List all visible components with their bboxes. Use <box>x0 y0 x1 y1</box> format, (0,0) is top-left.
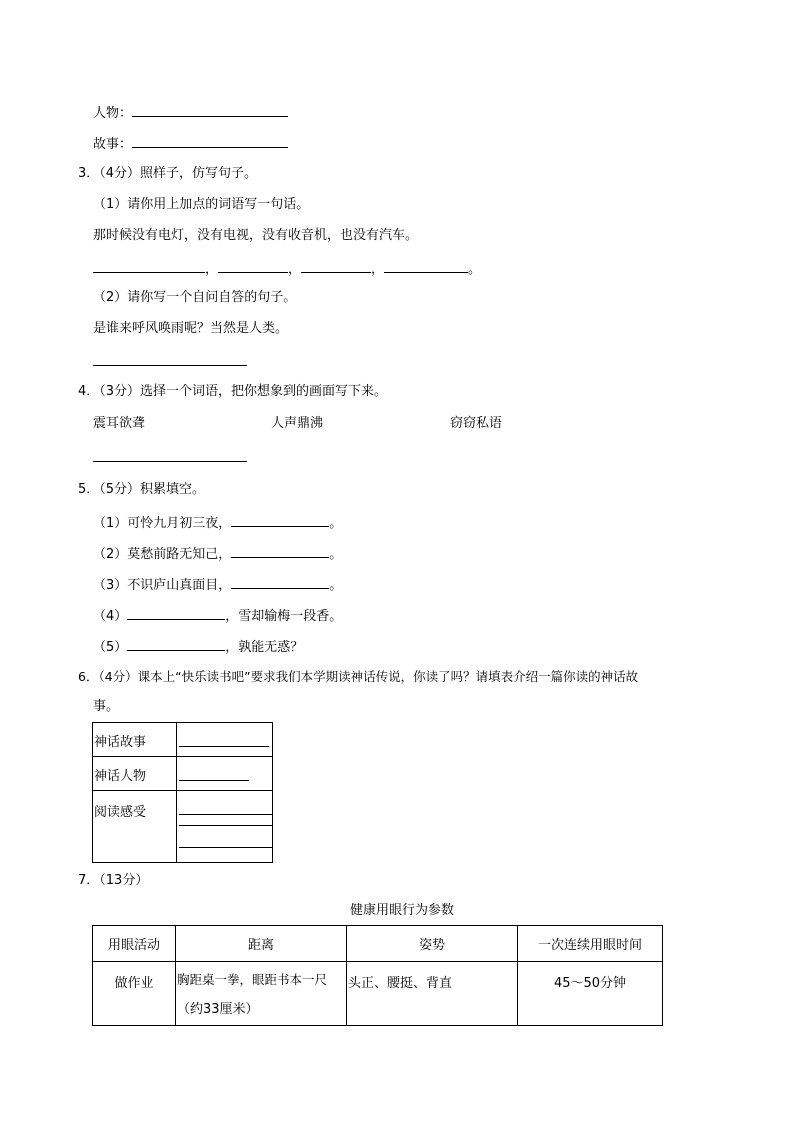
q3-sub2-answer <box>93 352 247 371</box>
eye-cell-duration: 45～50分钟 <box>518 962 663 1026</box>
eye-cell-activity: 做作业 <box>93 962 176 1026</box>
q3-blank-1[interactable] <box>93 259 205 273</box>
q7-header: 7．（13分） <box>78 873 149 888</box>
q4-word-2: 人声鼎沸 <box>271 416 324 431</box>
eye-col-distance: 距离 <box>176 926 347 962</box>
q5-item-2: （2）莫愁前路无知己， 。 <box>93 544 342 563</box>
q4-answer <box>93 448 247 467</box>
myth-story-cell[interactable] <box>177 723 273 757</box>
myth-table <box>92 722 273 863</box>
q4-blank[interactable] <box>93 448 247 462</box>
q3-blank-5[interactable] <box>93 352 247 366</box>
myth-row-label-character: 神话人物 <box>93 757 177 791</box>
eye-cell-posture: 头正、腰挺、背直 <box>347 962 518 1026</box>
people-label: 人物： <box>93 106 133 121</box>
myth-story-blank[interactable] <box>179 733 269 747</box>
myth-feeling-blank-1[interactable] <box>179 801 273 815</box>
eye-col-posture: 姿势 <box>347 926 518 962</box>
people-blank[interactable] <box>132 103 288 117</box>
q3-sub1-answer: ， ， ， 。 <box>93 259 481 278</box>
q3-sub1-example: 那时候没有电灯，没有电视，没有收音机，也没有汽车。 <box>93 228 419 243</box>
story-blank[interactable] <box>132 134 288 148</box>
eye-table-title: 健康用眼行为参数 <box>350 903 455 918</box>
eye-cell-distance: 胸距桌一拳，眼距书本一尺 （约33厘米） <box>176 962 347 1026</box>
q6-header-line2: 事。 <box>93 699 120 714</box>
q4-word-1: 震耳欲聋 <box>93 416 146 431</box>
eye-col-duration: 一次连续用眼时间 <box>518 926 663 962</box>
story-line <box>93 134 288 153</box>
q5-blank-1[interactable] <box>231 513 329 527</box>
q3-blank-2[interactable] <box>218 259 288 273</box>
myth-feeling-blank-2[interactable] <box>179 815 273 826</box>
q5-blank-3[interactable] <box>231 575 329 589</box>
q3-sub1-instruction: （1）请你用上加点的词语写一句话。 <box>93 197 310 212</box>
q5-blank-2[interactable] <box>231 544 329 558</box>
q4-header: 4．（3分）选择一个词语，把你想象到的画面写下来。 <box>78 384 388 399</box>
myth-feeling-cell[interactable] <box>177 791 273 863</box>
q3-header: 3．（4分）照样子，仿写句子。 <box>78 166 258 181</box>
q4-word-3: 窃窃私语 <box>450 416 503 431</box>
q5-item-1: （1）可怜九月初三夜， 。 <box>93 513 342 532</box>
q3-sub2-instruction: （2）请你写一个自问自答的句子。 <box>93 290 297 305</box>
q3-blank-4[interactable] <box>384 259 468 273</box>
people-line <box>93 103 288 122</box>
q5-header: 5．（5分）积累填空。 <box>78 482 206 497</box>
eye-col-activity: 用眼活动 <box>93 926 176 962</box>
q3-sub2-example: 是谁来呼风唤雨呢？当然是人类。 <box>93 321 289 336</box>
q3-blank-3[interactable] <box>301 259 371 273</box>
q5-blank-4[interactable] <box>127 606 225 620</box>
myth-feeling-blank-3[interactable] <box>179 837 273 848</box>
myth-row-label-feeling: 阅读感受 <box>93 791 177 863</box>
q5-item-3: （3）不识庐山真面目， 。 <box>93 575 342 594</box>
eye-table <box>92 925 663 1026</box>
q5-item-4: （4） ，雪却输梅一段香。 <box>93 606 342 625</box>
q5-item-5: （5） ，孰能无惑？ <box>93 637 303 656</box>
story-label: 故事： <box>93 137 133 152</box>
myth-character-blank[interactable] <box>179 767 249 781</box>
myth-character-cell[interactable] <box>177 757 273 791</box>
q5-blank-5[interactable] <box>127 637 225 651</box>
q6-header-line1: 6．（4分）课本上“快乐读书吧”要求我们本学期读神话传说，你读了吗？请填表介绍一篇你读的神话故 <box>78 669 639 684</box>
myth-row-label-story: 神话故事 <box>93 723 177 757</box>
